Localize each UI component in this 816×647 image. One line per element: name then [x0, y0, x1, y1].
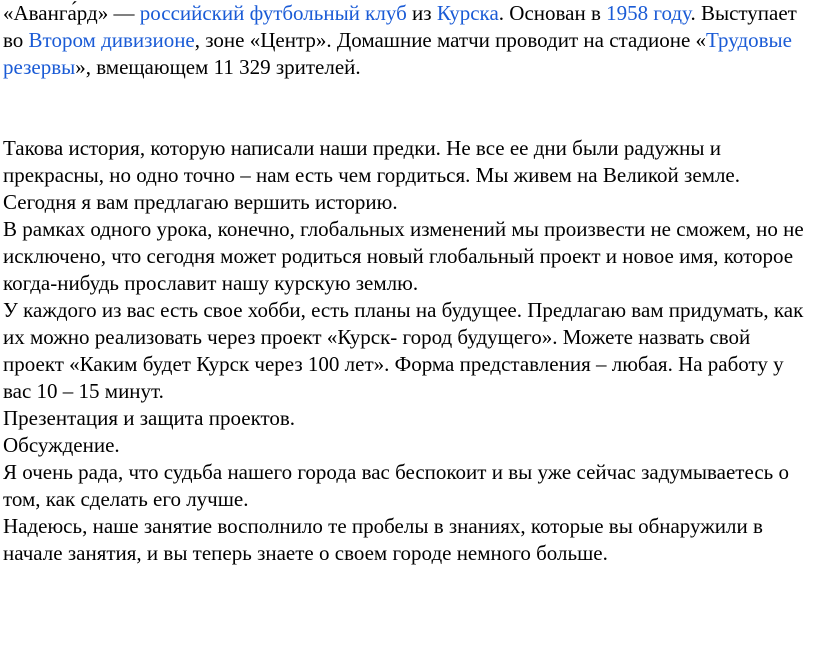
paragraph-task: У каждого из вас есть свое хобби, есть планы на будущее. Предлагаю вам придумать, как их можно реализовать через проект «Курск- город будущего». Можете назвать свой проект «Каким будет Курск через 100 лет». Форма представления – любая. На работу у вас 10 – 15 минут. — [3, 298, 804, 403]
paragraph-global-project: В рамках одного урока, конечно, глобальных изменений мы произвести не сможем, но не исключено, что сегодня может родиться новый глобальный проект и новое имя, которое когда-нибудь прославит нашу курскую землю. — [3, 217, 804, 295]
paragraph-presentation: Презентация и защита проектов. — [3, 406, 296, 430]
intro-paragraph — [3, 0, 815, 81]
link-trudovye-rezervy[interactable]: Трудовые резервы — [3, 28, 792, 79]
intro-text-2: из — [406, 1, 437, 25]
intro-text-5: , зоне «Центр». Домашние матчи проводит на стадионе « — [194, 28, 707, 52]
link-second-division[interactable]: Втором дивизионе — [28, 28, 195, 52]
paragraph-conclusion: Надеюсь, наше занятие восполнило те пробелы в знаниях, которые вы обнаружили в начале занятия, и вы теперь знаете о своем городе немного больше. — [3, 514, 763, 565]
link-kursk[interactable]: Курска — [436, 1, 499, 25]
paragraph-gratitude: Я очень рада, что судьба нашего города вас беспокоит и вы уже сейчас задумываетесь о том, как сделать его лучше. — [3, 460, 789, 511]
intro-text-6: », вмещающем 11 329 зрителей. — [75, 55, 361, 79]
intro-text-1: «Аванга́рд» — — [3, 1, 140, 25]
paragraph-make-history: Сегодня я вам предлагаю вершить историю. — [3, 190, 398, 214]
link-1958-year[interactable]: 1958 году — [606, 1, 691, 25]
paragraph-discussion: Обсуждение. — [3, 433, 120, 457]
intro-text-3: . Основан в — [498, 1, 607, 25]
intro-text-4: . Выступает во — [3, 1, 797, 52]
paragraph-history: Такова история, которую написали наши предки. Не все ее дни были радужны и прекрасны, но одно точно – нам есть чем гордиться. Мы живем на Великой земле. — [3, 136, 740, 187]
link-football-club[interactable]: российский футбольный клуб — [139, 1, 407, 25]
document-page — [3, 0, 815, 567]
